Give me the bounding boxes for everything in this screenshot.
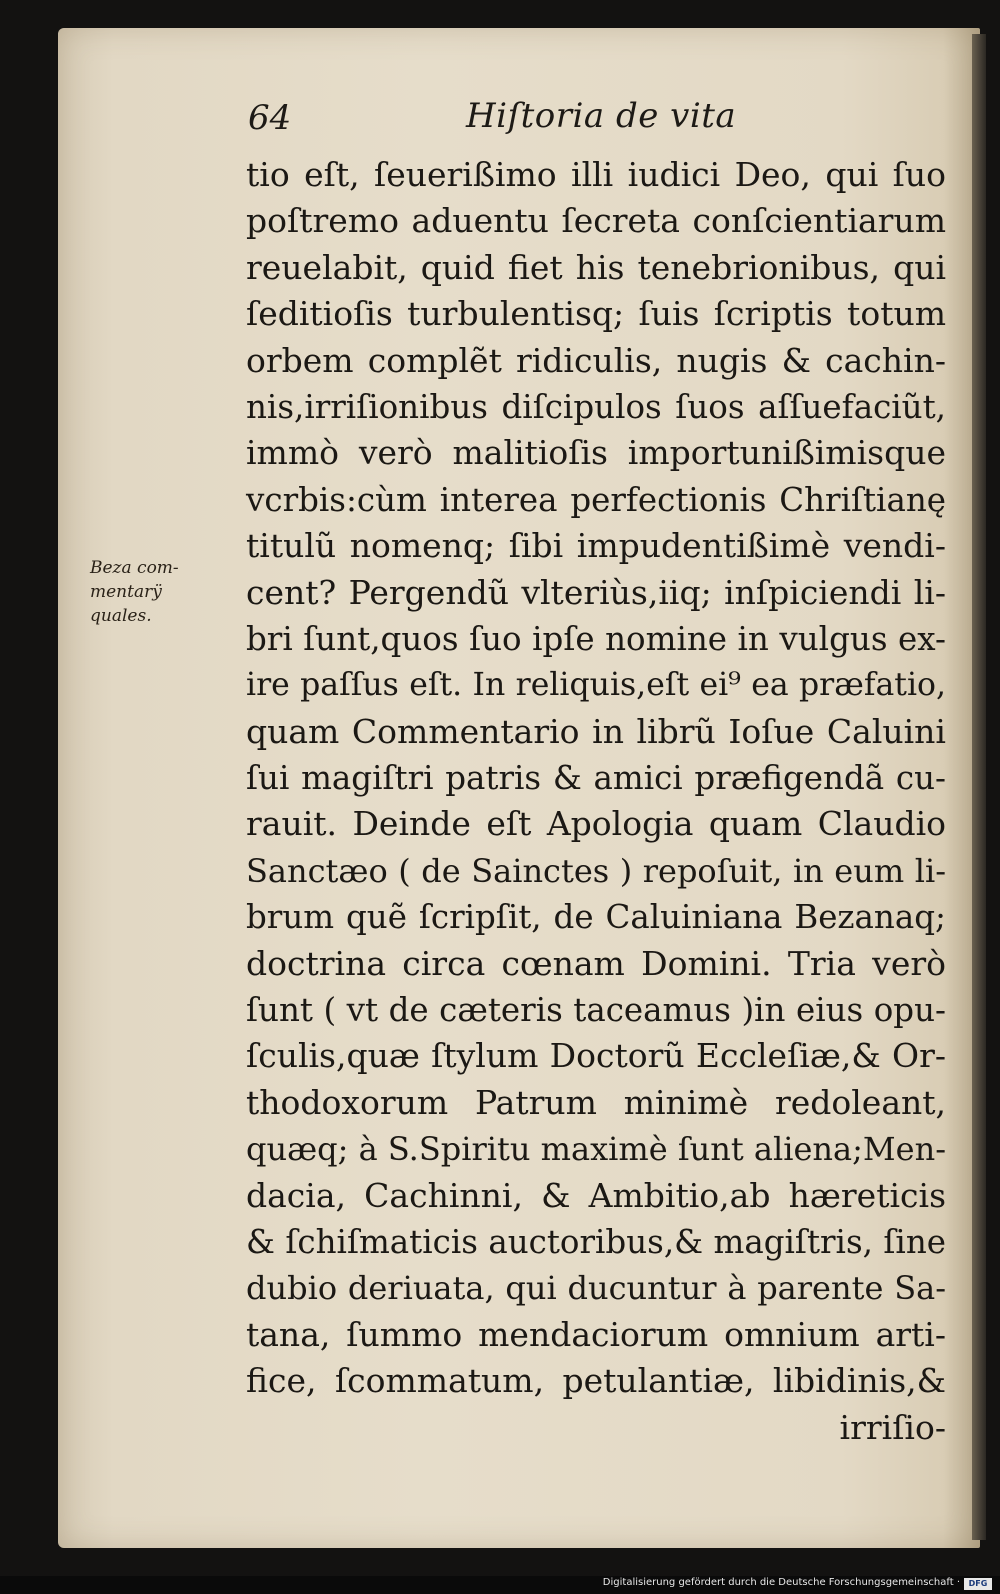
text-line: nis,irriſionibus diſcipulos ſuos aſſuefaciũt, bbox=[246, 387, 946, 426]
page-number: 64 bbox=[248, 98, 292, 138]
marginal-note-line: mentarÿ bbox=[90, 582, 162, 602]
dfg-logo: DFG bbox=[964, 1578, 992, 1590]
footer-credit: Digitalisierung gefördert durch die Deutsche Forschungsgemeinschaft · bbox=[602, 1577, 960, 1588]
text-line: thodoxorum Patrum minimè redoleant, bbox=[246, 1082, 946, 1122]
text-line: fice, ſcommatum, petulantiæ, libidinis,& bbox=[246, 1361, 946, 1401]
text-line: poſtremo aduentu ſecreta conſcientiarum bbox=[246, 201, 946, 241]
text-line: bri ſunt,quos ſuo ipſe nomine in vulgus ex- bbox=[246, 619, 946, 658]
marginal-note-line: quales. bbox=[90, 606, 152, 626]
text-line: vcrbis:cùm interea perfectionis Chriſtianę bbox=[246, 480, 946, 519]
text-line: brum quẽ ſcripſit, de Caluiniana Bezanaq; bbox=[246, 898, 946, 937]
text-line: rauit. Deinde eſt Apologia quam Claudio bbox=[246, 804, 946, 844]
page-edge bbox=[972, 34, 986, 1540]
text-line: ſui magiſtri patris & amici præfigendã cu- bbox=[246, 759, 946, 798]
text-line: tana, ſummo mendaciorum omnium arti- bbox=[246, 1314, 946, 1354]
text-line: dubio deriuata, qui ducuntur à parente Sa- bbox=[246, 1269, 946, 1308]
text-line: quam Commentario in librũ Ioſue Caluini bbox=[246, 711, 946, 751]
text-line: ſculis,quæ ſtylum Doctorũ Eccleſiæ,& Or- bbox=[246, 1036, 946, 1076]
text-line: doctrina circa cœnam Domini. Tria verò bbox=[246, 943, 946, 983]
text-line: titulũ nomenq; ſibi impudentißimè vendi- bbox=[246, 526, 946, 566]
text-line-catchword: irriſio- bbox=[839, 1407, 946, 1447]
text-line: & ſchiſmaticis auctoribus,& magiſtris, ſine bbox=[246, 1222, 946, 1261]
text-line: quæq; à S.Spiritu maximè ſunt aliena;Men- bbox=[246, 1130, 946, 1169]
running-head bbox=[248, 96, 948, 146]
text-line: immò verò malitioſis importunißimisque bbox=[246, 433, 946, 473]
text-line: ſunt ( vt de cæteris taceamus )in eius opu- bbox=[246, 991, 946, 1030]
text-line: tio eſt, ſeuerißimo illi iudici Deo, qui ſuo bbox=[246, 155, 946, 194]
text-line: ſeditioſis turbulentisq; ſuis ſcriptis totum bbox=[246, 294, 946, 334]
text-line: orbem complẽt ridiculis, nugis & cachin- bbox=[246, 340, 946, 380]
running-title: Hiſtoria de vita bbox=[466, 96, 737, 136]
text-line: reuelabit, quid fiet his tenebrionibus, qui bbox=[246, 247, 946, 287]
marginal-note-line: Beza com- bbox=[90, 558, 179, 578]
body-text bbox=[246, 152, 946, 1451]
text-line: ire paſſus eſt. In reliquis,eſt ei⁹ ea præfatio, bbox=[246, 667, 946, 704]
text-line: cent? Pergendũ vlteriùs,iiq; inſpiciendi li- bbox=[246, 572, 946, 612]
text-line: dacia, Cachinni, & Ambitio,ab hæreticis bbox=[246, 1175, 946, 1215]
marginal-note bbox=[90, 556, 240, 628]
text-line: Sanctæo ( de Sainctes ) repoſuit, in eum li- bbox=[246, 851, 946, 890]
